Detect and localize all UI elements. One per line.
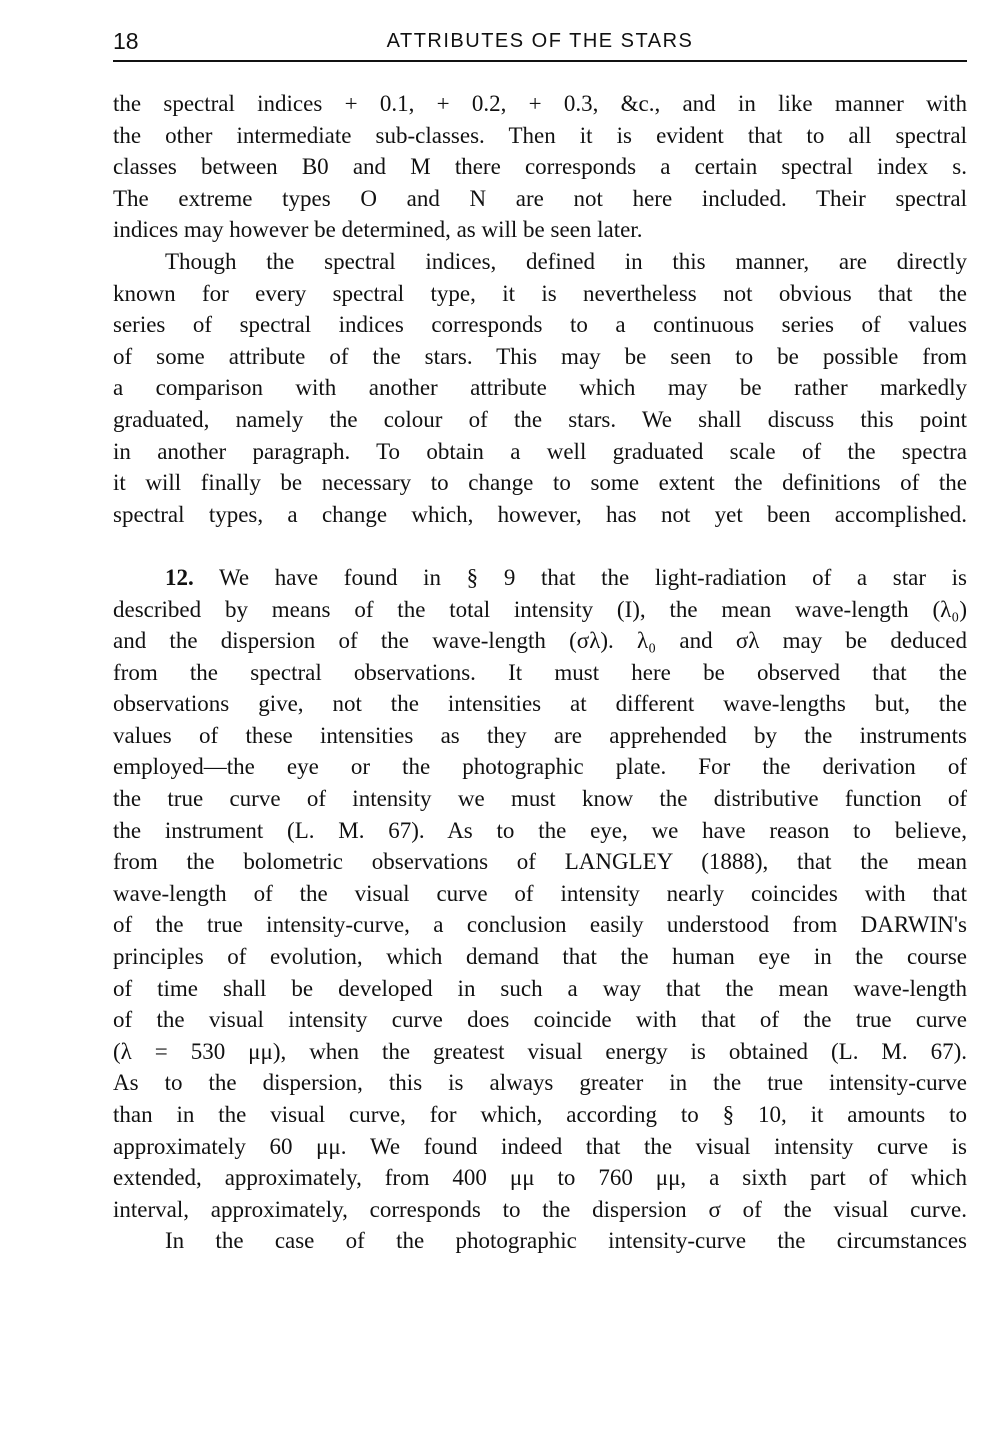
running-title: ATTRIBUTES OF THE STARS bbox=[386, 30, 694, 52]
text-line: from the spectral observations. It must here be observed that the bbox=[113, 659, 967, 685]
text-line: The extreme types O and N are not here included. Their spectral bbox=[113, 185, 967, 211]
text-line: wave-length of the visual curve of intensity nearly coincides with that bbox=[113, 880, 967, 906]
text-line: values of these intensities as they are apprehended by the instruments bbox=[113, 722, 967, 748]
text-line: the other intermediate sub-classes. Then it is evident that to all spectral bbox=[113, 122, 967, 148]
text-line: of the true intensity-curve, a conclusion easily understood from DARWIN's bbox=[113, 912, 967, 938]
section-first-line-text: We have found in § 9 that the light-radiation of a star is bbox=[193, 564, 967, 590]
section-first-line bbox=[113, 562, 967, 594]
text-line: known for every spectral type, it is nevertheless not obvious that the bbox=[113, 280, 967, 306]
text-line: of some attribute of the stars. This may be seen to be possible from bbox=[113, 343, 967, 369]
paragraph-4 bbox=[113, 1225, 967, 1257]
text-line: of the visual intensity curve does coincide with that of the true curve bbox=[113, 1007, 967, 1033]
text-line: it will finally be necessary to change to some extent the definitions of the bbox=[113, 470, 967, 496]
running-header bbox=[113, 26, 967, 62]
body-text bbox=[113, 88, 967, 1257]
text-line: series of spectral indices corresponds to a continuous series of values bbox=[113, 312, 967, 338]
text-line: graduated, namely the colour of the stars. We shall discuss this point bbox=[113, 406, 967, 432]
text-line: (λ = 530 μμ), when the greatest visual energy is obtained (L. M. 67). bbox=[113, 1038, 967, 1064]
text-line: observations give, not the intensities at different wave-lengths but, the bbox=[113, 691, 967, 717]
paragraph-spacer bbox=[113, 530, 967, 562]
text-line: than in the visual curve, for which, according to § 10, it amounts to bbox=[113, 1102, 967, 1127]
section-number: 12. bbox=[165, 564, 194, 590]
text-line: As to the dispersion, this is always greater in the true intensity-curve bbox=[113, 1070, 967, 1096]
text-line: from the bolometric observations of LANGLEY (1888), that the mean bbox=[113, 849, 967, 875]
text-line: described by means of the total intensity (I), the mean wave-length (λ₀) bbox=[113, 596, 967, 622]
text-line: classes between B0 and M there corresponds a certain spectral index s. bbox=[113, 154, 967, 180]
paragraph-2 bbox=[113, 246, 967, 530]
text-line: in another paragraph. To obtain a well graduated scale of the spectra bbox=[113, 438, 967, 464]
page-number: 18 bbox=[113, 28, 139, 54]
text-line: the spectral indices + 0.1, + 0.2, + 0.3, &c., and in like manner with bbox=[113, 91, 967, 116]
paragraph-section-12 bbox=[113, 562, 967, 1225]
text-line: and the dispersion of the wave-length (σλ). λ₀ and σλ may be deduced bbox=[113, 628, 967, 654]
text-line: approximately 60 μμ. We found indeed that the visual intensity curve is bbox=[113, 1133, 967, 1159]
text-line: spectral types, a change which, however, has not yet been accomplished. bbox=[113, 501, 967, 527]
paragraph-1 bbox=[113, 88, 967, 246]
text-line: In the case of the photographic intensity-curve the circumstances bbox=[165, 1228, 967, 1254]
text-line: interval, approximately, corresponds to the dispersion σ of the visual curve. bbox=[113, 1196, 967, 1222]
text-line: the instrument (L. M. 67). As to the eye, we have reason to believe, bbox=[113, 817, 967, 843]
text-line: the true curve of intensity we must know the distributive function of bbox=[113, 786, 967, 812]
text-line: indices may however be determined, as will be seen later. bbox=[113, 217, 643, 243]
text-line: Though the spectral indices, defined in this manner, are directly bbox=[165, 248, 967, 274]
text-line: a comparison with another attribute which may be rather markedly bbox=[113, 375, 967, 401]
text-line: employed—the eye or the photographic plate. For the derivation of bbox=[113, 754, 967, 780]
text-line: extended, approximately, from 400 μμ to 760 μμ, a sixth part of which bbox=[113, 1165, 967, 1191]
text-line: principles of evolution, which demand that the human eye in the course bbox=[113, 944, 967, 970]
text-line: of time shall be developed in such a way that the mean wave-length bbox=[113, 975, 967, 1001]
